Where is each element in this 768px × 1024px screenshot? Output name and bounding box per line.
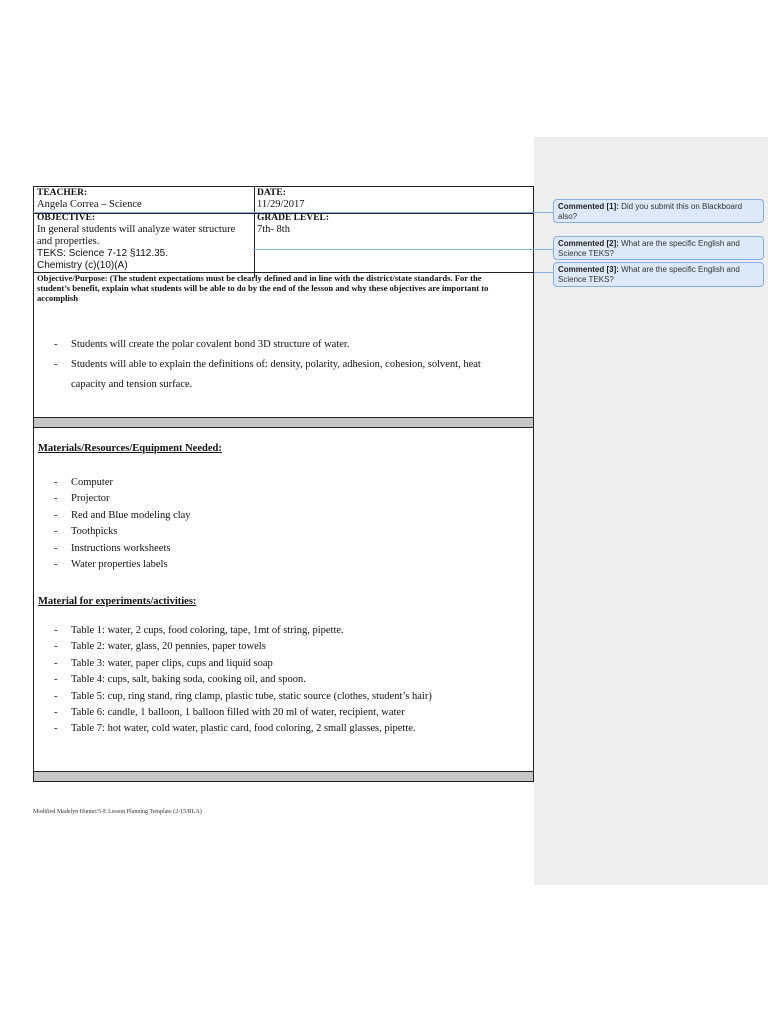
section-separator-bar xyxy=(34,417,533,428)
objective-text-line2[interactable]: and properties. xyxy=(37,236,100,247)
list-item: - Projector xyxy=(34,491,514,507)
grade-level-label: GRADE LEVEL: xyxy=(257,213,330,223)
objective-cell xyxy=(37,213,252,272)
objective-purpose-section xyxy=(37,273,531,303)
date-cell xyxy=(257,188,527,211)
comment-label: Commented [3]: xyxy=(558,265,619,274)
comment-connector xyxy=(534,272,553,273)
date-label: DATE: xyxy=(257,188,286,198)
teacher-label: TEACHER: xyxy=(37,188,88,198)
section-separator-bar xyxy=(34,771,533,782)
comment-connector xyxy=(253,249,553,250)
list-item: - Water properties labels xyxy=(34,557,514,573)
list-item: - Red and Blue modeling clay xyxy=(34,508,514,524)
list-item: - Table 6: candle, 1 balloon, 1 balloon filled with 20 ml of water, recipient, water xyxy=(34,705,524,721)
column-divider xyxy=(254,187,255,277)
teacher-value[interactable]: Angela Correa – Science xyxy=(37,199,142,210)
date-value[interactable]: 11/29/2017 xyxy=(257,199,305,210)
comment-balloon-1[interactable] xyxy=(553,199,764,223)
comment-label: Commented [2]: xyxy=(558,239,619,248)
list-item: - Instructions worksheets xyxy=(34,541,514,557)
experiments-list xyxy=(34,623,524,738)
experiments-heading: Material for experiments/activities: xyxy=(38,596,197,607)
objective-text-line1[interactable]: In general students will analyze water structure xyxy=(37,224,236,235)
grade-level-value[interactable]: 7th- 8th xyxy=(257,224,290,235)
teks-line2[interactable]: Chemistry (c)(10)(A) xyxy=(37,260,128,271)
comment-text: Did you submit this on Blackboard also? xyxy=(558,202,743,221)
comment-connector xyxy=(33,212,553,213)
comment-balloon-2[interactable] xyxy=(553,236,764,260)
list-item: - Students will create the polar covalent bond 3D structure of water. xyxy=(34,335,514,355)
list-item: - Table 5: cup, ring stand, ring clamp, plastic tube, static source (clothes, student’s hair) xyxy=(34,689,524,705)
list-item: - Toothpicks xyxy=(34,524,514,540)
lesson-plan-table xyxy=(33,186,534,782)
comment-label: Commented [1]: xyxy=(558,202,619,211)
objectives-list xyxy=(34,335,514,395)
teacher-cell xyxy=(37,188,252,211)
objective-purpose-line2: student’s benefit, explain what students will be able to do by the end of the lesson and why these objectives are important to xyxy=(37,283,489,293)
teks-line1[interactable]: TEKS: Science 7-12 §112.35. xyxy=(37,248,169,259)
comment-text: What are the specific English and Science TEKS? xyxy=(558,239,740,258)
list-item: - Table 1: water, 2 cups, food coloring, tape, 1mt of string, pipette. xyxy=(34,623,524,639)
objective-label: OBJECTIVE: xyxy=(37,213,96,223)
objective-purpose-line3: accomplish xyxy=(37,293,79,303)
comment-text: What are the specific English and Science TEKS? xyxy=(558,265,740,284)
materials-list xyxy=(34,475,514,573)
comment-balloon-3[interactable] xyxy=(553,262,764,287)
page-footer: Modified Madelyn Hunter/5-E Lesson Planning Template (2-15/RLA) xyxy=(33,809,202,815)
list-item: - Table 4: cups, salt, baking soda, cooking oil, and spoon. xyxy=(34,672,524,688)
objective-purpose-line1: Objective/Purpose: (The student expectations must be clearly defined and in line with the district/state standards. For the xyxy=(37,273,482,283)
materials-heading: Materials/Resources/Equipment Needed: xyxy=(38,443,222,454)
list-item: - Table 3: water, paper clips, cups and liquid soap xyxy=(34,656,524,672)
grade-level-cell xyxy=(257,213,527,236)
list-item: - Table 7: hot water, cold water, plastic card, food coloring, 2 small glasses, pipette. xyxy=(34,721,524,737)
list-item: - Students will able to explain the definitions of: density, polarity, adhesion, cohesion, solvent, heat capacity and tension surface. xyxy=(34,355,514,395)
list-item: - Table 2: water, glass, 20 pennies, paper towels xyxy=(34,639,524,655)
list-item: - Computer xyxy=(34,475,514,491)
